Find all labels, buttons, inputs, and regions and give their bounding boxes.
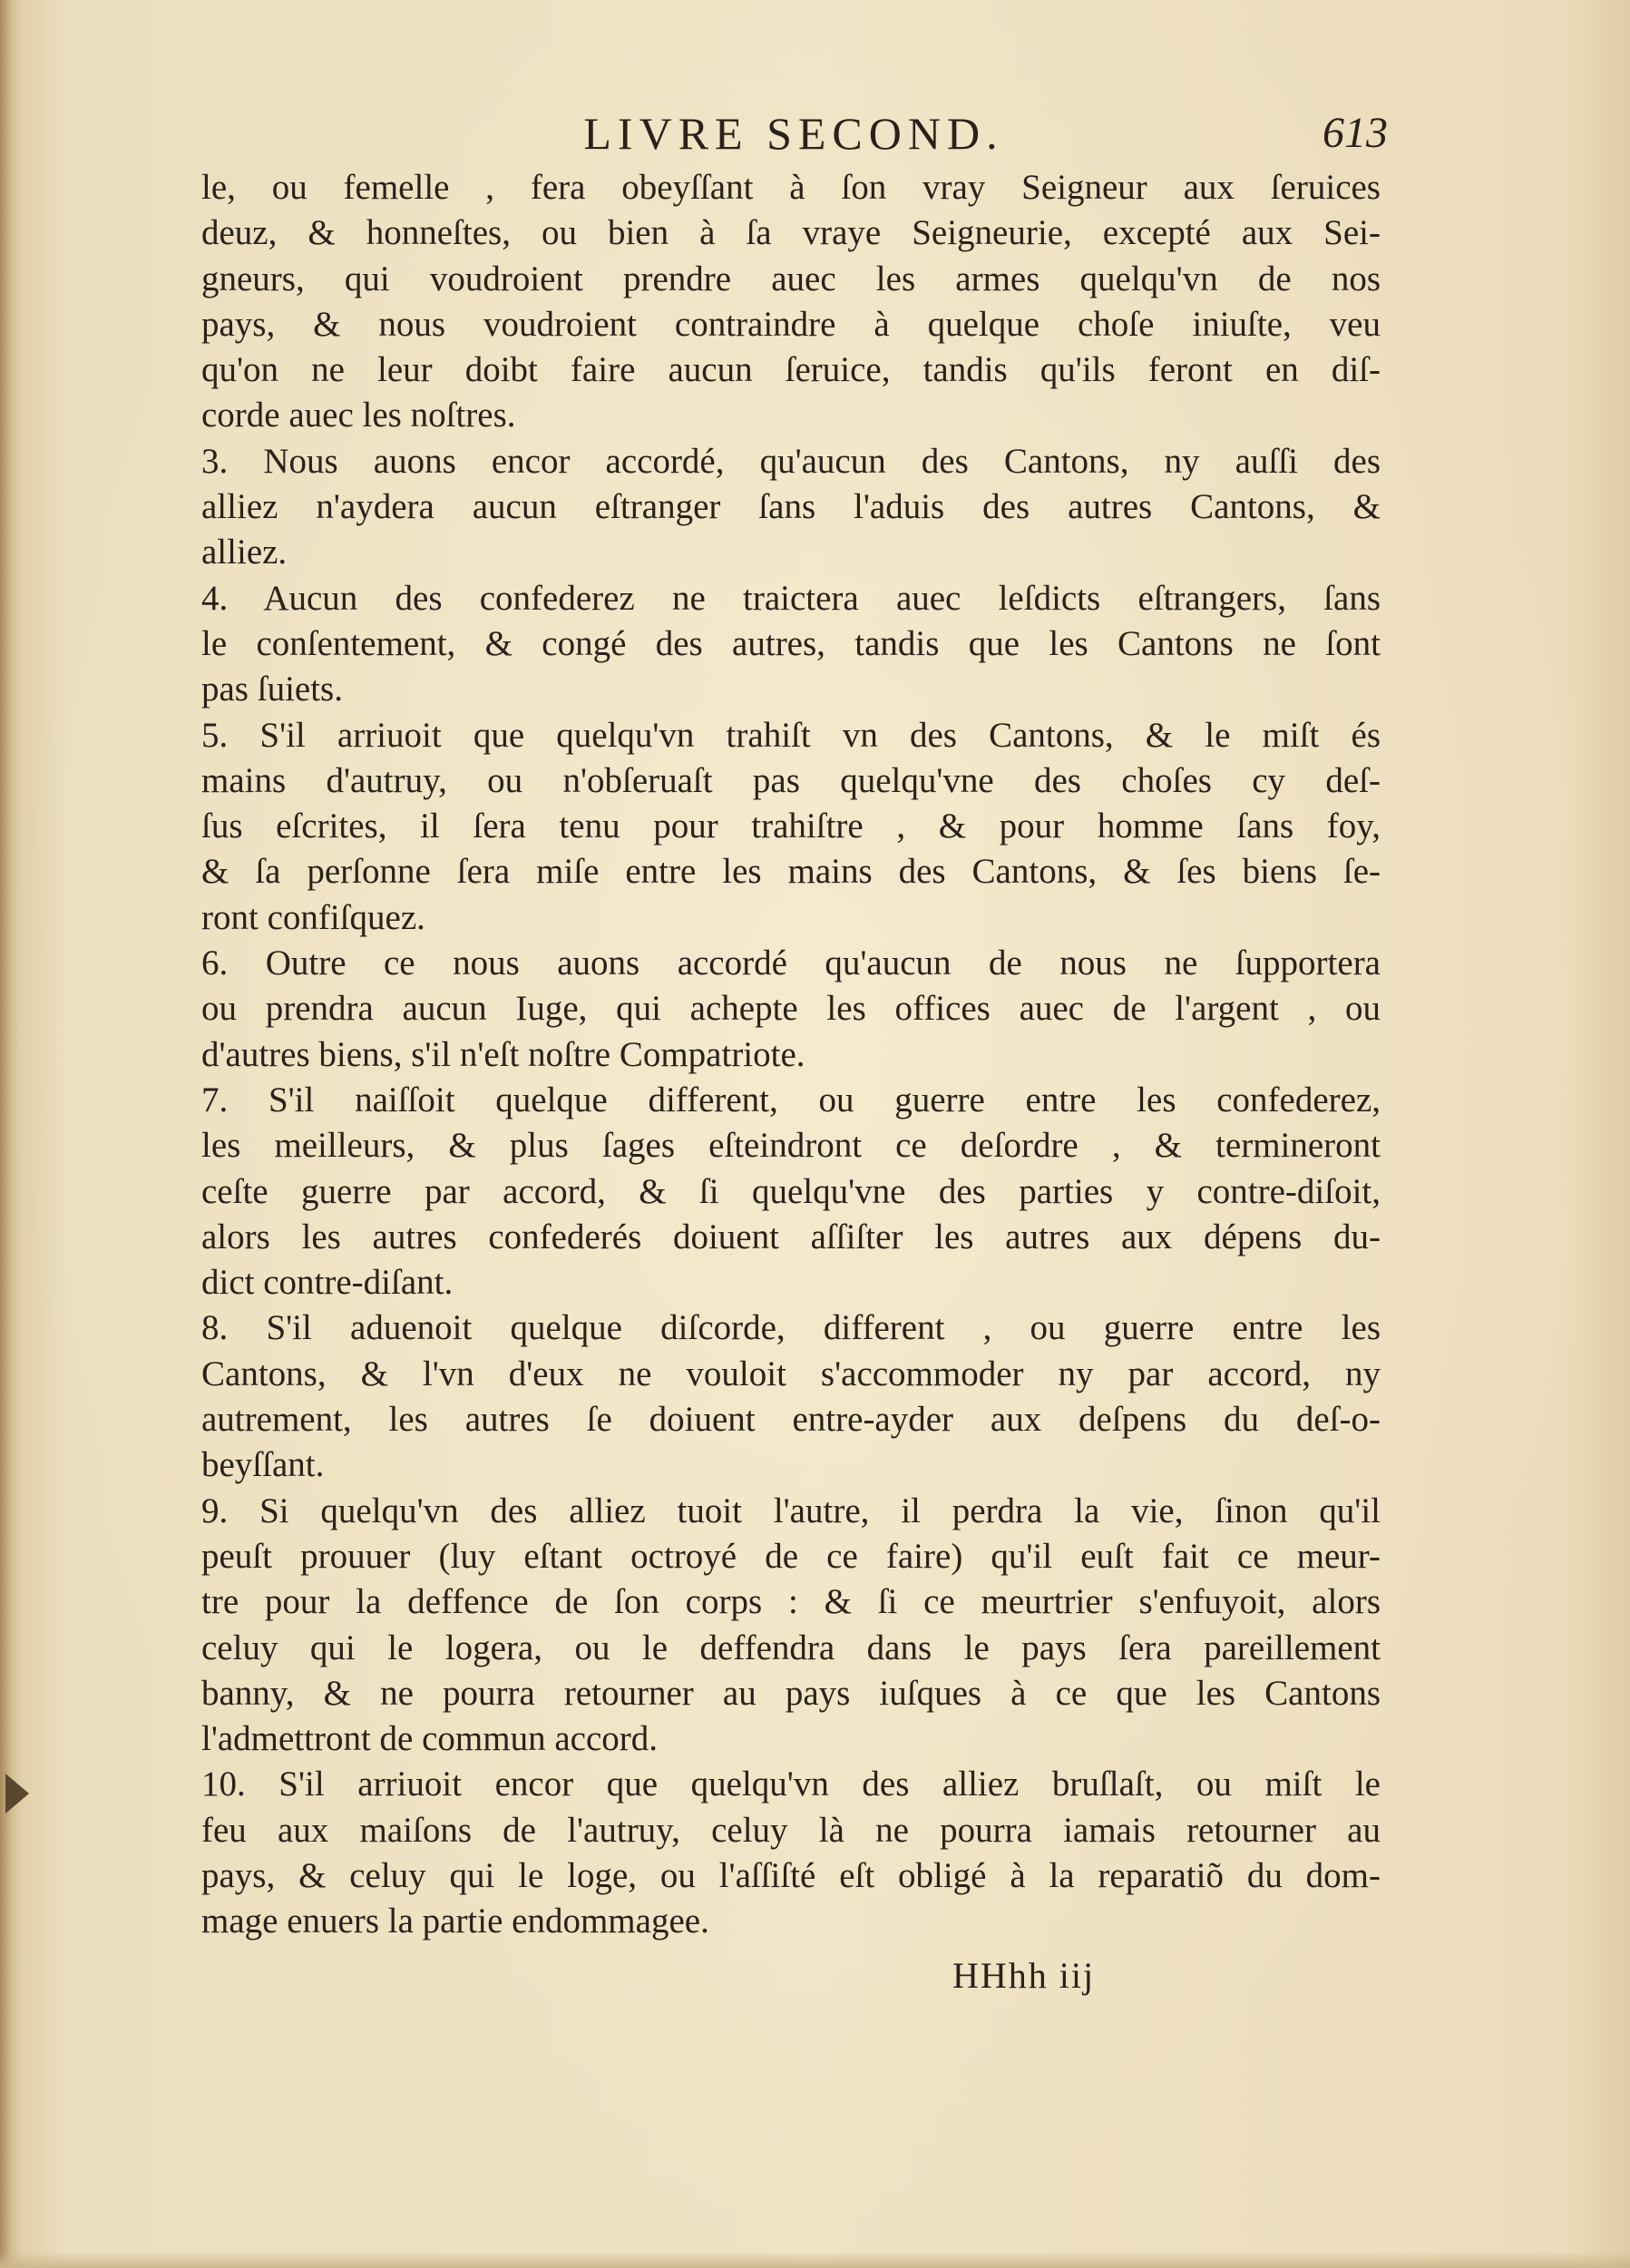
text-line: d'autres biens, s'il n'eſt noſtre Compatriote. (201, 1034, 805, 1074)
text-line: les meilleurs, & plus ſages eſteindront ce deſordre , & termineront (201, 1126, 1381, 1166)
page-bottom-shadow (0, 2252, 1630, 2268)
text-line: gneurs, qui voudroient prendre auec les armes quelqu'vn de nos (201, 259, 1381, 298)
text-line: pays, & celuy qui le loge, ou l'aſſiſté eſt obligé à la reparatiõ du dom- (201, 1855, 1381, 1895)
text-line: qu'on ne leur doibt faire aucun ſeruice, tandis qu'ils feront en diſ- (201, 350, 1381, 390)
text-line: dict contre-diſant. (201, 1263, 454, 1303)
text-line: alors les autres confederés doiuent aſſiſter les autres aux dépens du- (201, 1217, 1381, 1256)
text-line: peuſt prouuer (luy eſtant octroyé de ce faire) qu'il euſt fait ce meur- (201, 1536, 1381, 1576)
running-head (200, 102, 1388, 165)
text-line: ou prendra aucun Iuge, qui achepte les offices auec de l'argent , ou (201, 989, 1381, 1029)
text-line: deuz, & honneſtes, ou bien à ſa vraye Seigneurie, excepté aux Sei- (201, 213, 1381, 253)
text-line: 4. Aucun des confederez ne traictera auec leſdicts eſtrangers, ſans (201, 578, 1381, 618)
text-line: beyſſant. (201, 1445, 325, 1485)
text-line: 10. S'il arriuoit encor que quelqu'vn des alliez bruſlaſt, ou miſt le (201, 1765, 1381, 1804)
text-line: alliez n'aydera aucun eſtranger ſans l'aduis des autres Cantons, & (201, 487, 1381, 527)
text-line: alliez. (201, 533, 288, 572)
text-line: tre pour la deffence de ſon corps : & ſi ce meurtrier s'enfuyoit, alors (201, 1582, 1381, 1622)
signature-mark: HHhh iij (952, 1955, 1096, 1996)
text-line: pas ſuiets. (201, 670, 343, 709)
text-line: mains d'autruy, ou n'obſeruaſt pas quelqu'vne des choſes cy deſ- (201, 760, 1381, 800)
text-line: 3. Nous auons encor accordé, qu'aucun des Cantons, ny auſſi des (201, 441, 1381, 481)
body-text (201, 165, 1381, 1945)
text-line: 7. S'il naiſſoit quelque different, ou guerre entre les confederez, (201, 1080, 1381, 1119)
text-line: & ſa perſonne ſera miſe entre les mains des Cantons, & ſes biens ſe- (201, 852, 1381, 892)
text-line: 5. S'il arriuoit que quelqu'vn trahiſt vn des Cantons, & le miſt és (201, 715, 1381, 755)
text-line: pays, & nous voudroient contraindre à quelque choſe iniuſte, veu (201, 304, 1381, 344)
text-line: feu aux maiſons de l'autruy, celuy là ne pourra iamais retourner au (201, 1810, 1381, 1850)
text-line: Cantons, & l'vn d'eux ne vouloit s'accommoder ny par accord, ny (201, 1354, 1381, 1393)
text-line: 6. Outre ce nous auons accordé qu'aucun de nous ne ſupportera (201, 943, 1381, 983)
margin-tab-marker (5, 1774, 29, 1813)
text-line: banny, & ne pourra retourner au pays iuſques à ce que les Cantons (201, 1673, 1381, 1713)
page-number: 613 (1323, 109, 1388, 157)
text-line: l'admettront de commun accord. (201, 1719, 659, 1759)
text-line: autrement, les autres ſe doiuent entre-ayder aux deſpens du deſ-o- (201, 1400, 1381, 1440)
text-line: corde auec les noſtres. (201, 396, 516, 435)
text-line: ront confiſquez. (201, 897, 425, 937)
text-line: ceſte guerre par accord, & ſi quelqu'vne des parties y contre-diſoit, (201, 1171, 1381, 1211)
text-line: le conſentement, & congé des autres, tandis que les Cantons ne ſont (201, 623, 1381, 663)
text-line: celuy qui le logera, ou le deffendra dans le pays ſera pareillement (201, 1628, 1381, 1667)
text-line: 9. Si quelqu'vn des alliez tuoit l'autre, il perdra la vie, ſinon qu'il (201, 1491, 1381, 1530)
page-binding-shadow (0, 0, 20, 2268)
running-title: LIVRE SECOND. (583, 108, 1004, 159)
text-line: ſus eſcrites, il ſera tenu pour trahiſtre , & pour homme ſans foy, (201, 807, 1381, 846)
text-line: mage enuers la partie endommagee. (201, 1901, 709, 1941)
text-line: le, ou femelle , fera obeyſſant à ſon vray Seigneur aux ſeruices (201, 168, 1381, 207)
text-line: 8. S'il aduenoit quelque diſcorde, different , ou guerre entre les (201, 1308, 1381, 1348)
